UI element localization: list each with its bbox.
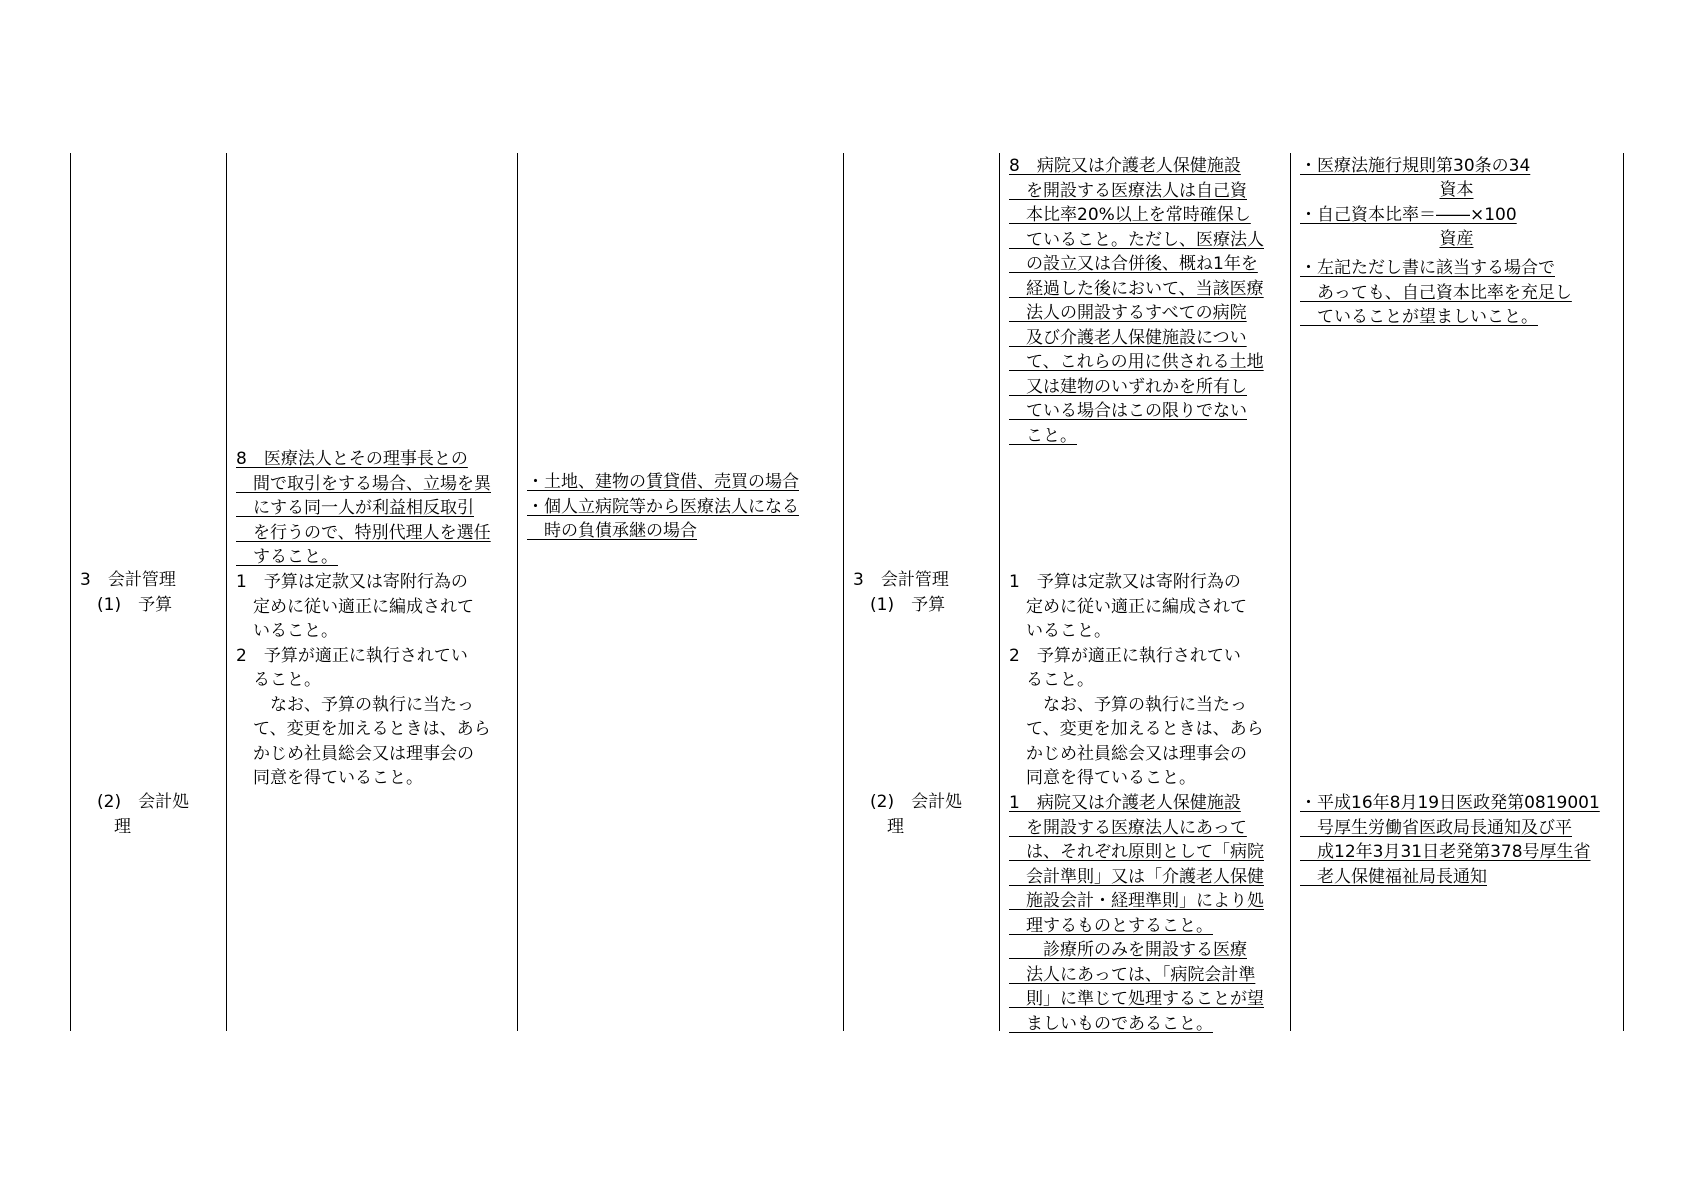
right-subheading-accounting	[853, 790, 962, 839]
table-rule	[843, 153, 844, 1031]
text-line: ・左記ただし書に該当する場合で	[1300, 258, 1555, 278]
formula-denominator: 資産	[1439, 229, 1474, 249]
right-section-heading	[853, 568, 949, 617]
table-rule	[1290, 153, 1291, 1031]
text-line: 1 病院又は介護老人保健施設	[1009, 793, 1241, 813]
text-line: (2) 会計処	[80, 792, 190, 812]
text-line: 1 予算は定款又は寄附行為の	[236, 572, 468, 592]
table-rule	[226, 153, 227, 1031]
text-line: すること。	[236, 547, 338, 567]
text-line: ・平成16年8月19日医政発第0819001	[1300, 793, 1600, 813]
text-line: いること。	[1009, 621, 1111, 641]
text-line: ていることが望ましいこと。	[1300, 307, 1538, 327]
text-line: を開設する医療法人は自己資	[1009, 180, 1247, 201]
left-section-heading	[80, 568, 176, 617]
text-line: を行うので、特別代理人を選任	[236, 522, 491, 543]
text-line: 会計準則」又は「介護老人保健	[1009, 866, 1264, 887]
right-accounting-items	[1009, 791, 1264, 1036]
table-rule	[70, 153, 71, 1031]
text-line: ること。	[1009, 670, 1094, 690]
text-line: (2) 会計処	[853, 792, 963, 812]
left-subheading-accounting	[80, 790, 189, 839]
capital-ratio-formula	[1300, 178, 1613, 252]
text-line: なお、予算の執行に当たっ	[236, 694, 474, 715]
text-line: 理するものとすること。	[1009, 915, 1213, 936]
text-line: いること。	[236, 621, 338, 641]
text-line: ・土地、建物の賃貸借、売買の場合	[527, 472, 799, 492]
text-line: 8 病院又は介護老人保健施設	[1009, 156, 1241, 176]
text-line: 定めに従い適正に編成されて	[1009, 596, 1247, 617]
text-line: 同意を得ていること。	[1009, 768, 1196, 788]
text-line: ていること。ただし、医療法人	[1009, 229, 1264, 250]
text-line: (1) 予算	[80, 594, 173, 615]
text-line: 法人の開設するすべての病院	[1009, 303, 1247, 323]
text-line: 定めに従い適正に編成されて	[236, 596, 474, 617]
formula-line: ・自己資本比率＝――×100	[1300, 204, 1517, 225]
text-line: 8 医療法人とその理事長との	[236, 449, 468, 469]
text-line: 本比率20%以上を常時確保し	[1009, 205, 1251, 225]
text-line: ている場合はこの限りでない	[1009, 401, 1247, 421]
text-line: 則」に準じて処理することが望	[1009, 989, 1264, 1009]
text-line: 経過した後において、当該医療	[1009, 278, 1264, 299]
text-line: て、これらの用に供される土地	[1009, 352, 1264, 372]
left-budget-items	[236, 570, 491, 791]
text-line: あっても、自己資本比率を充足し	[1300, 282, 1572, 303]
text-line: 施設会計・経理準則」により処	[1009, 891, 1264, 911]
text-line: ましいものであること。	[1009, 1013, 1213, 1034]
text-line: にする同一人が利益相反取引	[236, 498, 474, 518]
text-line: かじめ社員総会又は理事会の	[236, 743, 474, 764]
right-notes-top	[1300, 154, 1530, 179]
text-line: 成12年3月31日老発第378号厚生省	[1300, 842, 1591, 862]
text-line: 同意を得ていること。	[236, 768, 423, 788]
text-line: 2 予算が適正に執行されてい	[1009, 645, 1241, 666]
text-line: (1) 予算	[853, 594, 946, 615]
right-notes-mid	[1300, 256, 1572, 330]
text-line: は、それぞれ原則として「病院	[1009, 842, 1264, 862]
left-item-8	[236, 447, 491, 570]
text-line: 1 予算は定款又は寄附行為の	[1009, 572, 1241, 592]
text-line: ・医療法施行規則第30条の34	[1300, 156, 1531, 176]
text-line: て、変更を加えるときは、あら	[236, 719, 491, 739]
table-rule	[999, 153, 1000, 1031]
right-budget-items	[1009, 570, 1264, 791]
right-notes-bottom	[1300, 791, 1600, 889]
formula-numerator: 資本	[1439, 180, 1474, 200]
table-rule	[517, 153, 518, 1031]
text-line: 診療所のみを開設する医療	[1009, 940, 1247, 960]
text-line: こと。	[1009, 425, 1077, 446]
text-line: 時の負債承継の場合	[527, 521, 697, 541]
text-line: 間で取引をする場合、立場を異	[236, 473, 491, 494]
text-line: 3 会計管理	[80, 570, 176, 590]
left-notes	[527, 470, 799, 544]
text-line: 又は建物のいずれかを所有し	[1009, 376, 1247, 397]
text-line: 理	[80, 816, 131, 837]
right-item-8	[1009, 154, 1264, 448]
text-line: 号厚生労働省医政局長通知及び平	[1300, 817, 1572, 838]
text-line: なお、予算の執行に当たっ	[1009, 694, 1247, 715]
text-line: かじめ社員総会又は理事会の	[1009, 743, 1247, 764]
text-line: の設立又は合併後、概ね1年を	[1009, 254, 1258, 274]
text-line: て、変更を加えるときは、あら	[1009, 719, 1264, 739]
text-line: ・個人立病院等から医療法人になる	[527, 496, 799, 517]
text-line: 2 予算が適正に執行されてい	[236, 645, 468, 666]
text-line: 3 会計管理	[853, 570, 949, 590]
text-line: 理	[853, 816, 904, 837]
text-line: 及び介護老人保健施設につい	[1009, 327, 1247, 348]
text-line: 法人にあっては、「病院会計準	[1009, 964, 1256, 985]
table-rule	[1623, 153, 1624, 1031]
text-line: 老人保健福祉局長通知	[1300, 866, 1487, 887]
text-line: ること。	[236, 670, 321, 690]
text-line: を開設する医療法人にあって	[1009, 817, 1247, 838]
